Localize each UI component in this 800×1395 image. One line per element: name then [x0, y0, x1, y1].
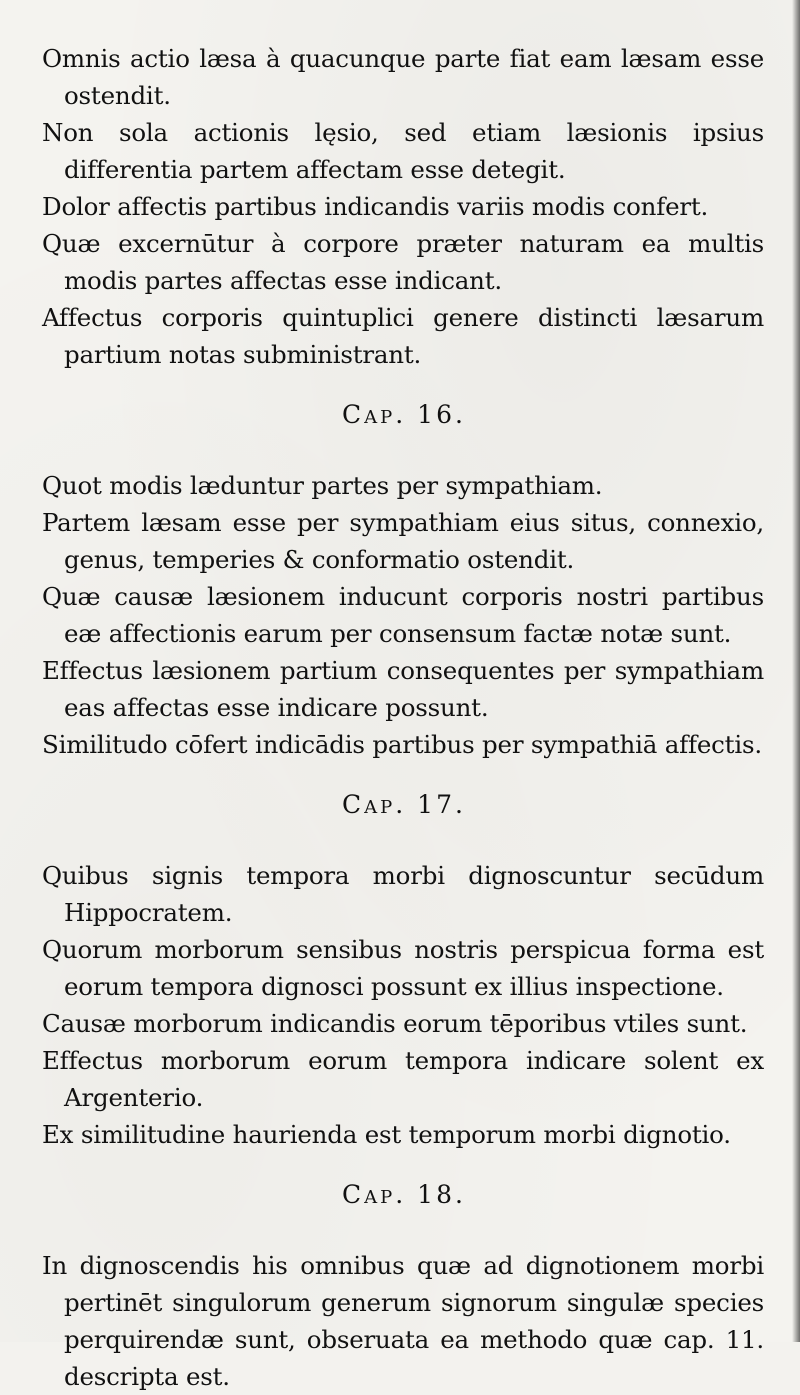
entry: Quorum morborum sensibus nostris perspicua forma est eorum tempora dignosci possunt ex illius inspectione.	[42, 935, 764, 1001]
page-edge-shadow	[792, 0, 800, 1342]
entry: Effectus morborum eorum tempora indicare solent ex Argenterio.	[42, 1046, 764, 1112]
entry: Causæ morborum indicandis eorum tēporibus vtiles sunt.	[42, 1009, 748, 1038]
chapter-heading: Cap. 18.	[342, 1180, 466, 1209]
entry: Dolor affectis partibus indicandis variis modis confert.	[42, 192, 709, 221]
entry: Affectus corporis quintuplici genere distincti læsarum partium notas subministrant.	[42, 303, 764, 369]
section-cap-17	[44, 775, 764, 1153]
entry: Quæ causæ læsionem inducunt corporis nostri partibus eæ affectionis earum per consensum factæ notæ sunt.	[42, 582, 764, 648]
entry: Effectus læsionem partium consequentes per sympathiam eas affectas esse indicare possunt.	[42, 656, 764, 722]
chapter-heading: Cap. 17.	[342, 790, 466, 819]
entry: In dignoscendis his omnibus quæ ad dignotionem morbi pertinēt singulorum generum signorum singulæ species perquirendæ sunt, obseruata ea methodo quæ cap. 11. descripta est.	[42, 1251, 764, 1391]
entry: Quibus signis tempora morbi dignoscuntur secūdum Hippocratem.	[42, 861, 764, 927]
entry: Quot modis læduntur partes per sympathiam.	[42, 471, 603, 500]
entry: Similitudo cōfert indicādis partibus per sympathiā affectis.	[42, 730, 762, 759]
entry: Quæ excernūtur à corpore præter naturam ea multis modis partes affectas esse indicant.	[42, 229, 764, 295]
chapter-heading: Cap. 16.	[342, 400, 466, 429]
section-continuation	[44, 40, 764, 373]
section-cap-18	[44, 1165, 764, 1395]
section-cap-16	[44, 385, 764, 763]
entry: Partem læsam esse per sympathiam eius situs, connexio, genus, temperies & conformatio ostendit.	[42, 508, 764, 574]
entry: Ex similitudine haurienda est temporum morbi dignotio.	[42, 1120, 731, 1149]
entry: Omnis actio læsa à quacunque parte fiat eam læsam esse ostendit.	[42, 44, 764, 110]
entry: Non sola actionis lęsio, sed etiam læsionis ipsius differentia partem affectam esse detegit.	[42, 118, 764, 184]
page-text	[44, 40, 764, 1395]
